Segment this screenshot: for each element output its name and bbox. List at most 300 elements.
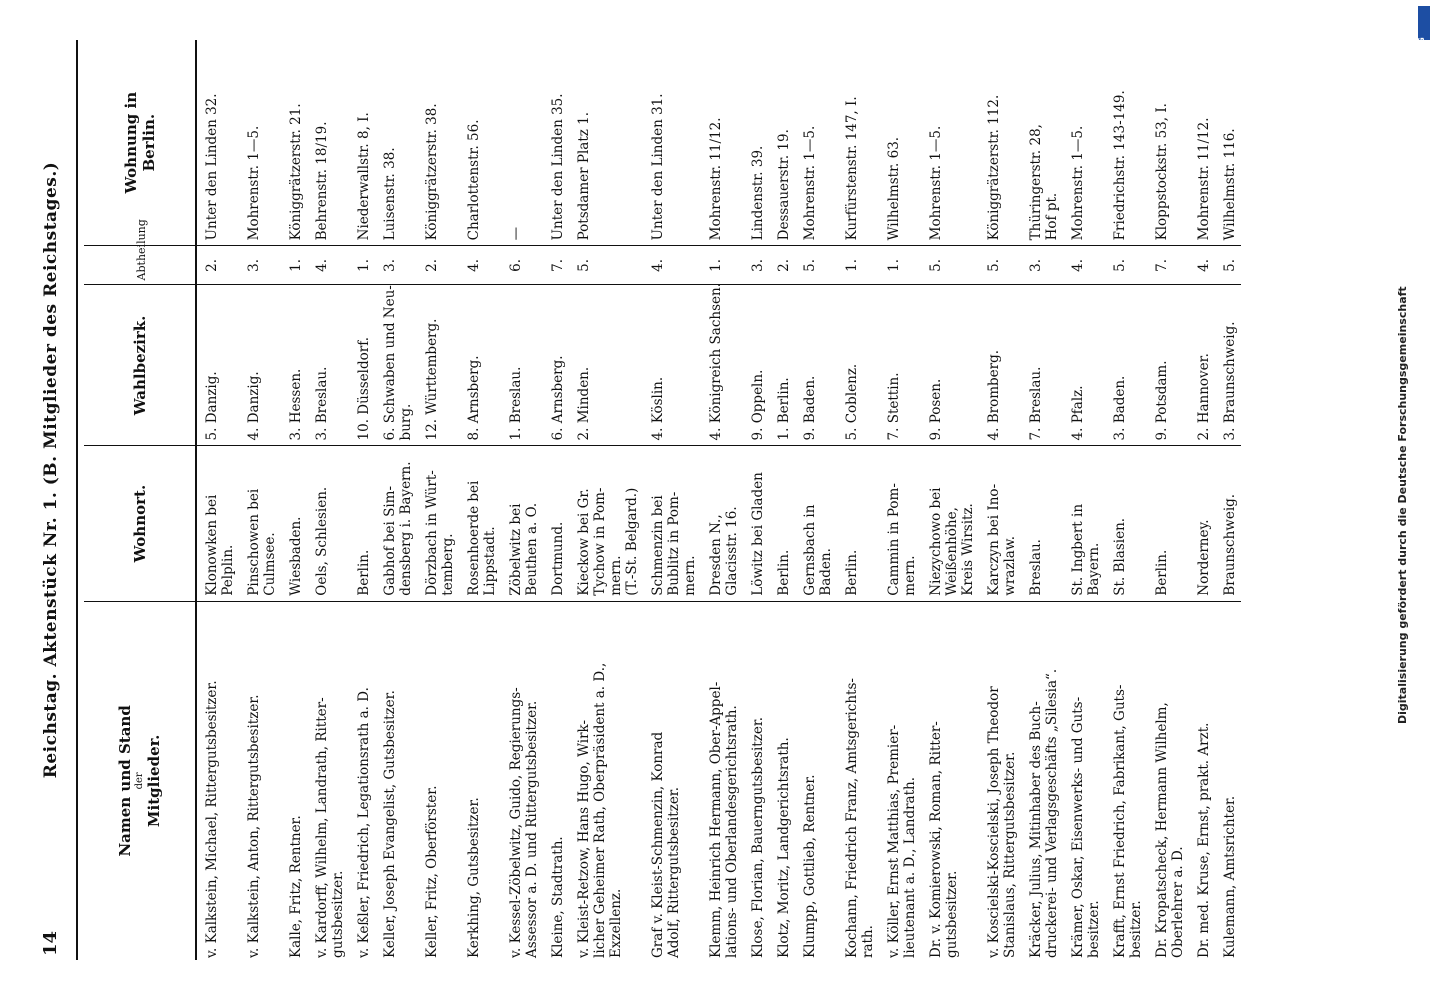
residence-cell-line: Pinschowen bei bbox=[246, 488, 262, 596]
col-header-wohnung-text: Wohnung in bbox=[121, 91, 140, 194]
division-cell bbox=[643, 246, 701, 285]
berlin-address-cell bbox=[459, 40, 501, 246]
berlin-address-cell bbox=[239, 40, 281, 246]
constituency-cell-line: 9. Potsdam. bbox=[1154, 360, 1170, 441]
member-name-cell-line: besitzer. bbox=[1086, 900, 1102, 958]
residence-cell-line: Kieckow bei Gr. bbox=[576, 488, 592, 596]
division-cell-line: 4. bbox=[1070, 258, 1086, 272]
residence-cell bbox=[375, 446, 417, 601]
division-cell bbox=[569, 246, 643, 285]
berlin-address-cell-line: Niederwallstr. 8, I. bbox=[356, 112, 372, 241]
berlin-address-cell-line: Friedrichstr. 143-149. bbox=[1112, 90, 1128, 241]
residence-cell-line: Cammin in Pom- bbox=[886, 483, 902, 596]
residence-cell-line: Berlin. bbox=[1154, 549, 1170, 596]
berlin-address-cell bbox=[417, 40, 459, 246]
berlin-address-cell bbox=[1021, 40, 1063, 246]
constituency-cell bbox=[921, 285, 979, 446]
constituency-cell bbox=[569, 285, 643, 446]
berlin-address-cell bbox=[307, 40, 349, 246]
col-header-ort: Wohnort. bbox=[84, 446, 196, 601]
constituency-cell-line: 4. Bromberg. bbox=[986, 349, 1002, 441]
member-name-cell-line: besitzer. bbox=[1128, 900, 1144, 958]
berlin-address-cell-line: Kloppstockstr. 53, I. bbox=[1154, 103, 1170, 241]
table-row bbox=[196, 40, 239, 960]
residence-cell-line: temberg. bbox=[440, 533, 456, 596]
member-name-cell bbox=[921, 601, 979, 960]
residence-cell bbox=[543, 446, 569, 601]
constituency-cell bbox=[743, 285, 769, 446]
constituency-cell-line: 2. Hannover. bbox=[1196, 353, 1212, 441]
constituency-cell bbox=[879, 285, 921, 446]
table-row bbox=[1063, 40, 1105, 960]
residence-cell-line: Beuthen a. O. bbox=[524, 502, 540, 596]
running-head bbox=[40, 40, 78, 960]
table-row bbox=[501, 40, 543, 960]
division-cell-line: 1. bbox=[288, 258, 304, 272]
member-name-cell bbox=[196, 601, 239, 960]
col-header-name-sub: der bbox=[134, 772, 145, 790]
berlin-address-cell-line: Potsdamer Platz 1. bbox=[576, 111, 592, 241]
table-row bbox=[879, 40, 921, 960]
berlin-address-cell bbox=[569, 40, 643, 246]
member-name-cell-line: gutsbesitzer. bbox=[944, 870, 960, 958]
berlin-address-cell bbox=[543, 40, 569, 246]
member-name-cell-line: Kleine, Stadtrath. bbox=[550, 836, 566, 958]
berlin-address-cell-line: Königgrätzerstr. 21. bbox=[288, 103, 304, 241]
member-name-cell-line: Dr. v. Komierowski, Roman, Ritter- bbox=[928, 721, 944, 958]
residence-cell-line: Rosenhoerde bei bbox=[466, 480, 482, 596]
division-cell bbox=[196, 246, 239, 285]
constituency-cell bbox=[1063, 285, 1105, 446]
division-cell bbox=[1147, 246, 1189, 285]
residence-cell-line: Bublitz in Pom- bbox=[666, 491, 682, 596]
constituency-cell bbox=[307, 285, 349, 446]
division-cell bbox=[979, 246, 1021, 285]
constituency-cell bbox=[459, 285, 501, 446]
berlin-address-cell-line: Hof pt. bbox=[1044, 192, 1060, 241]
constituency-cell-line: 4. Köslin. bbox=[650, 376, 666, 441]
division-cell-line: 5. bbox=[1222, 258, 1238, 272]
member-name-cell-line: Krafft, Ernst Friedrich, Fabrikant, Guts- bbox=[1112, 684, 1128, 958]
member-name-cell bbox=[239, 601, 281, 960]
table-row bbox=[701, 40, 743, 960]
credit-text: Digitalisierung gefördert durch die Deutsche Forschungsgemeinschaft bbox=[1396, 286, 1409, 724]
member-name-cell-line: Keller, Fritz, Oberförster. bbox=[424, 785, 440, 958]
residence-cell bbox=[701, 446, 743, 601]
constituency-cell-line: 5. Coblenz. bbox=[844, 363, 860, 441]
member-name-cell bbox=[879, 601, 921, 960]
berlin-address-cell-line: Königgrätzerstr. 112. bbox=[986, 94, 1002, 241]
division-cell bbox=[743, 246, 769, 285]
member-name-cell bbox=[349, 601, 375, 960]
dfg-logo-text: DFG bbox=[1417, 37, 1426, 56]
col-header-name bbox=[84, 601, 196, 960]
member-name-cell-line: rath. bbox=[860, 925, 876, 958]
residence-cell-line: Karczyn bei Ino- bbox=[986, 483, 1002, 596]
division-cell-line: 4. bbox=[466, 258, 482, 272]
constituency-cell bbox=[349, 285, 375, 446]
constituency-cell bbox=[196, 285, 239, 446]
member-name-cell bbox=[1189, 601, 1215, 960]
berlin-address-cell bbox=[1105, 40, 1147, 246]
member-name-cell-line: Oberlehrer a. D. bbox=[1170, 846, 1186, 958]
division-cell bbox=[1063, 246, 1105, 285]
table-row bbox=[769, 40, 795, 960]
residence-cell-line: Weißenhöhe, bbox=[944, 507, 960, 596]
residence-cell bbox=[307, 446, 349, 601]
division-cell bbox=[1105, 246, 1147, 285]
berlin-address-cell bbox=[375, 40, 417, 246]
berlin-address-cell bbox=[837, 40, 879, 246]
residence-cell-line: Klonowken bei bbox=[204, 494, 220, 596]
constituency-cell-line: 3. Braunschweig. bbox=[1222, 321, 1238, 441]
berlin-address-cell-line: Kurfürstenstr. 147, I. bbox=[844, 96, 860, 241]
constituency-cell bbox=[1105, 285, 1147, 446]
constituency-cell-line: 7. Stettin. bbox=[886, 372, 902, 441]
member-name-cell-line: v. Keßler, Friedrich, Legationsrath a. D. bbox=[356, 687, 372, 958]
constituency-cell bbox=[1215, 285, 1241, 446]
constituency-cell-line: 6. Arnsberg. bbox=[550, 355, 566, 441]
division-cell bbox=[501, 246, 543, 285]
member-name-cell-line: licher Geheimer Rath, Oberpräsident a. D., bbox=[592, 662, 608, 958]
constituency-cell-line: 3. Hessen. bbox=[288, 368, 304, 441]
constituency-cell-line: 9. Oppeln. bbox=[750, 369, 766, 441]
division-cell bbox=[307, 246, 349, 285]
division-cell bbox=[837, 246, 879, 285]
division-cell-line: 3. bbox=[246, 258, 262, 272]
berlin-address-cell-line: Luisenstr. 38. bbox=[382, 147, 398, 241]
residence-cell bbox=[349, 446, 375, 601]
berlin-address-cell bbox=[921, 40, 979, 246]
dfg-logo bbox=[1417, 6, 1430, 56]
division-cell-line: 7. bbox=[1154, 258, 1170, 272]
constituency-cell-line: 4. Königreich Sachsen. bbox=[708, 283, 724, 441]
member-name-cell-line: Kerkhing, Gutsbesitzer. bbox=[466, 797, 482, 958]
division-cell bbox=[459, 246, 501, 285]
member-name-cell bbox=[1147, 601, 1189, 960]
division-cell-line: 2. bbox=[424, 258, 440, 272]
member-name-cell bbox=[417, 601, 459, 960]
page-number: 14 bbox=[40, 930, 61, 956]
berlin-address-cell-line: Mohrenstr. 1—5. bbox=[802, 125, 818, 241]
division-cell-line: 3. bbox=[1028, 258, 1044, 272]
member-name-cell-line: Stanislaus, Rittergutsbesitzer. bbox=[1002, 751, 1018, 958]
berlin-address-cell bbox=[769, 40, 795, 246]
constituency-cell bbox=[795, 285, 837, 446]
berlin-address-cell-line: Mohrenstr. 1—5. bbox=[1070, 125, 1086, 241]
member-name-cell bbox=[701, 601, 743, 960]
division-cell bbox=[1021, 246, 1063, 285]
member-name-cell-line: v. Koscielski-Koscielski, Joseph Theodor bbox=[986, 686, 1002, 958]
table-header-row bbox=[84, 40, 196, 960]
constituency-cell bbox=[979, 285, 1021, 446]
residence-cell-line: Gabhof bei Sim- bbox=[382, 485, 398, 596]
division-cell-line: 2. bbox=[776, 258, 792, 272]
division-cell-line: 5. bbox=[986, 258, 1002, 272]
berlin-address-cell bbox=[795, 40, 837, 246]
berlin-address-cell-line: Unter den Linden 31. bbox=[650, 93, 666, 241]
residence-cell-line: Niezychowo bei bbox=[928, 487, 944, 596]
table-row bbox=[743, 40, 769, 960]
member-name-cell-line: Graf v. Kleist-Schmenzin, Konrad bbox=[650, 731, 666, 958]
residence-cell bbox=[196, 446, 239, 601]
member-name-cell-line: Adolf, Rittergutsbesitzer. bbox=[666, 786, 682, 958]
rotated-page-content bbox=[40, 40, 1380, 960]
berlin-address-cell bbox=[1189, 40, 1215, 246]
division-cell-line: 3. bbox=[382, 258, 398, 272]
col-header-abteilung-text: Abtheilung bbox=[134, 219, 148, 281]
constituency-cell-line: 1. Breslau. bbox=[508, 366, 524, 441]
berlin-address-cell-line: Thüringerstr. 28, bbox=[1028, 124, 1044, 241]
col-header-name-text: Namen und Stand bbox=[116, 705, 134, 857]
residence-cell-line: St. Ingbert in bbox=[1070, 503, 1086, 596]
residence-cell-line: Oels, Schlesien. bbox=[314, 486, 330, 596]
division-cell bbox=[769, 246, 795, 285]
table-row bbox=[375, 40, 417, 960]
table-row bbox=[281, 40, 307, 960]
residence-cell bbox=[979, 446, 1021, 601]
table-row bbox=[921, 40, 979, 960]
member-name-cell bbox=[795, 601, 837, 960]
member-name-cell bbox=[1021, 601, 1063, 960]
residence-cell bbox=[501, 446, 543, 601]
residence-cell-line: Norderney. bbox=[1196, 519, 1212, 596]
constituency-cell bbox=[769, 285, 795, 446]
division-cell-line: 1. bbox=[844, 258, 860, 272]
constituency-cell-line: 8. Arnsberg. bbox=[466, 355, 482, 441]
berlin-address-cell bbox=[349, 40, 375, 246]
berlin-address-cell bbox=[1215, 40, 1241, 246]
member-name-cell-line: v. Kardorff, Wilhelm, Landrath, Ritter- bbox=[314, 697, 330, 958]
table-row bbox=[1189, 40, 1215, 960]
constituency-cell-line: 9. Posen. bbox=[928, 378, 944, 441]
table-row bbox=[1105, 40, 1147, 960]
residence-cell bbox=[569, 446, 643, 601]
constituency-cell-line: 4. Pfalz. bbox=[1070, 385, 1086, 441]
residence-cell-line: Schmenzin bei bbox=[650, 495, 666, 596]
table-row bbox=[417, 40, 459, 960]
division-cell-line: 5. bbox=[802, 258, 818, 272]
residence-cell-line: Braunschweig. bbox=[1222, 493, 1238, 596]
division-cell-line: 7. bbox=[550, 258, 566, 272]
constituency-cell bbox=[281, 285, 307, 446]
berlin-address-cell bbox=[643, 40, 701, 246]
member-name-cell bbox=[837, 601, 879, 960]
constituency-cell-line: 9. Baden. bbox=[802, 375, 818, 441]
residence-cell-line: Wiesbaden. bbox=[288, 516, 304, 596]
division-cell-line: 4. bbox=[650, 258, 666, 272]
residence-cell-line: Pelplin. bbox=[220, 544, 236, 596]
constituency-cell-line: 3. Baden. bbox=[1112, 375, 1128, 441]
member-name-cell-line: Kulemann, Amtsrichter. bbox=[1222, 795, 1238, 958]
residence-cell-line: Löwitz bei Gladen bbox=[750, 472, 766, 596]
member-name-cell-line: v. Kleist-Retzow, Hans Hugo, Wirk- bbox=[576, 719, 592, 958]
berlin-address-cell bbox=[1147, 40, 1189, 246]
residence-cell-line: wrazlaw. bbox=[1002, 535, 1018, 596]
member-name-cell bbox=[1215, 601, 1241, 960]
berlin-address-cell-line: Mohrenstr. 11/12. bbox=[1196, 117, 1212, 241]
constituency-cell bbox=[375, 285, 417, 446]
division-cell bbox=[1215, 246, 1241, 285]
residence-cell bbox=[921, 446, 979, 601]
residence-cell bbox=[1215, 446, 1241, 601]
division-cell bbox=[795, 246, 837, 285]
berlin-address-cell bbox=[979, 40, 1021, 246]
residence-cell bbox=[281, 446, 307, 601]
division-cell bbox=[417, 246, 459, 285]
residence-cell-line: Breslau. bbox=[1028, 539, 1044, 596]
residence-cell bbox=[769, 446, 795, 601]
berlin-address-cell-line: Dessauerstr. 19. bbox=[776, 129, 792, 241]
residence-cell-line: Culmsee. bbox=[262, 532, 278, 596]
member-name-cell bbox=[979, 601, 1021, 960]
residence-cell bbox=[239, 446, 281, 601]
constituency-cell bbox=[643, 285, 701, 446]
member-name-cell-line: Krämer, Oskar, Eisenwerks- und Guts- bbox=[1070, 696, 1086, 958]
member-name-cell-line: v. Köller, Ernst Matthias, Premier- bbox=[886, 724, 902, 958]
division-cell-line: 4. bbox=[1196, 258, 1212, 272]
member-name-cell bbox=[281, 601, 307, 960]
residence-cell bbox=[1021, 446, 1063, 601]
division-cell-line: 2. bbox=[204, 258, 220, 272]
residence-cell-line: Lippstadt. bbox=[482, 526, 498, 596]
residence-cell bbox=[643, 446, 701, 601]
constituency-cell-line: 4. Danzig. bbox=[246, 371, 262, 441]
berlin-address-cell-line: Wilhelmstr. 116. bbox=[1222, 128, 1238, 241]
table-row bbox=[643, 40, 701, 960]
residence-cell-line: Dresden N., bbox=[708, 514, 724, 596]
residence-cell bbox=[1147, 446, 1189, 601]
berlin-address-cell-line: Unter den Linden 32. bbox=[204, 93, 220, 241]
division-cell bbox=[701, 246, 743, 285]
constituency-cell-line: 1. Berlin. bbox=[776, 377, 792, 441]
residence-cell bbox=[837, 446, 879, 601]
member-name-cell-line: Assessor a. D. und Rittergutsbesitzer. bbox=[524, 700, 540, 958]
constituency-cell-line: 10. Düsseldorf. bbox=[356, 336, 372, 441]
division-cell bbox=[239, 246, 281, 285]
berlin-address-cell-line: — bbox=[508, 226, 524, 241]
residence-cell-line: mern. bbox=[902, 555, 918, 596]
digitization-credit bbox=[1392, 4, 1414, 996]
residence-cell-line: Berlin. bbox=[844, 549, 860, 596]
division-cell bbox=[281, 246, 307, 285]
residence-cell-line: Bayern. bbox=[1086, 542, 1102, 596]
constituency-cell bbox=[701, 285, 743, 446]
member-name-cell bbox=[1063, 601, 1105, 960]
member-name-cell-line: Kräcker, Julius, Mitinhaber des Buch- bbox=[1028, 701, 1044, 958]
table-row bbox=[1021, 40, 1063, 960]
member-name-cell-line: Kochann, Friedrich Franz, Amtsgerichts- bbox=[844, 678, 860, 958]
berlin-address-cell bbox=[281, 40, 307, 246]
division-cell-line: 4. bbox=[314, 258, 330, 272]
table-row bbox=[543, 40, 569, 960]
constituency-cell bbox=[417, 285, 459, 446]
division-cell bbox=[349, 246, 375, 285]
constituency-cell bbox=[1147, 285, 1189, 446]
member-name-cell bbox=[543, 601, 569, 960]
member-name-cell bbox=[307, 601, 349, 960]
division-cell-line: 6. bbox=[508, 258, 524, 272]
member-name-cell bbox=[569, 601, 643, 960]
division-cell-line: 5. bbox=[928, 258, 944, 272]
residence-cell-line: Berlin. bbox=[356, 549, 372, 596]
table-row bbox=[1147, 40, 1189, 960]
table-row bbox=[239, 40, 281, 960]
residence-cell bbox=[1105, 446, 1147, 601]
member-name-cell-line: v. Kalkstein, Anton, Rittergutsbesitzer. bbox=[246, 694, 262, 958]
constituency-cell bbox=[837, 285, 879, 446]
residence-cell bbox=[1063, 446, 1105, 601]
member-name-cell-line: druckerei- und Verlagsgeschäfts „Silesia“. bbox=[1044, 668, 1060, 958]
residence-cell-line: Gernsbach in bbox=[802, 504, 818, 596]
residence-cell-line: St. Blasien. bbox=[1112, 517, 1128, 596]
residence-cell-line: densberg i. Bayern. bbox=[398, 461, 414, 596]
member-name-cell-line: Dr. Kropatscheck, Hermann Wilhelm, bbox=[1154, 702, 1170, 958]
berlin-address-cell bbox=[501, 40, 543, 246]
residence-cell-line: mern. bbox=[682, 555, 698, 596]
residence-cell bbox=[459, 446, 501, 601]
division-cell bbox=[879, 246, 921, 285]
residence-cell bbox=[743, 446, 769, 601]
berlin-address-cell-line: Mohrenstr. 11/12. bbox=[708, 117, 724, 241]
member-name-cell-line: Klumpp, Gottlieb, Rentner. bbox=[802, 774, 818, 958]
constituency-cell-line: burg. bbox=[398, 403, 414, 441]
member-name-cell bbox=[643, 601, 701, 960]
member-name-cell-line: lieutenant a. D., Landrath. bbox=[902, 777, 918, 958]
division-cell bbox=[1189, 246, 1215, 285]
member-name-cell-line: Kalle, Fritz, Rentner. bbox=[288, 815, 304, 958]
residence-cell-line: Baden. bbox=[818, 548, 834, 596]
constituency-cell-line: 7. Breslau. bbox=[1028, 366, 1044, 441]
table-row bbox=[795, 40, 837, 960]
division-cell-line: 5. bbox=[576, 258, 592, 272]
division-cell-line: 1. bbox=[886, 258, 902, 272]
col-header-abteilung bbox=[84, 219, 196, 285]
col-header-wohnung-text2: Berlin. bbox=[139, 113, 158, 172]
member-name-cell-line: Klose, Florian, Bauerngutsbesitzer. bbox=[750, 716, 766, 958]
member-name-cell bbox=[769, 601, 795, 960]
berlin-address-cell-line: Behrenstr. 18/19. bbox=[314, 121, 330, 241]
member-name-cell-line: lations- und Oberlandesgerichtsrath. bbox=[724, 705, 740, 958]
table-row bbox=[1215, 40, 1241, 960]
table-row bbox=[569, 40, 643, 960]
table-row bbox=[979, 40, 1021, 960]
member-name-cell-line: Exzellenz. bbox=[608, 888, 624, 958]
member-name-cell-line: v. Kalkstein, Michael, Rittergutsbesitzer. bbox=[204, 680, 220, 958]
member-name-cell bbox=[743, 601, 769, 960]
division-cell-line: 3. bbox=[750, 258, 766, 272]
table-row bbox=[307, 40, 349, 960]
member-name-cell-line: Keller, Joseph Evangelist, Gutsbesitzer. bbox=[382, 690, 398, 958]
residence-cell-line: Dortmund. bbox=[550, 521, 566, 596]
division-cell bbox=[375, 246, 417, 285]
residence-cell-line: (T.-St. Belgard.) bbox=[624, 487, 640, 596]
division-cell bbox=[543, 246, 569, 285]
member-name-cell bbox=[501, 601, 543, 960]
col-header-wohnung bbox=[84, 40, 196, 246]
residence-cell bbox=[795, 446, 837, 601]
table-row bbox=[349, 40, 375, 960]
berlin-address-cell-line: Wilhelmstr. 63. bbox=[886, 136, 902, 241]
residence-cell-line: Tychow in Pom- bbox=[592, 487, 608, 596]
constituency-cell bbox=[1189, 285, 1215, 446]
division-cell-line: 1. bbox=[708, 258, 724, 272]
berlin-address-cell-line: Unter den Linden 35. bbox=[550, 93, 566, 241]
member-name-cell-line: Dr. med. Kruse, Ernst, prakt. Arzt. bbox=[1196, 722, 1212, 958]
col-header-name-sub2: Mitglieder. bbox=[145, 734, 163, 828]
residence-cell-line: Dörzbach in Würt- bbox=[424, 470, 440, 596]
constituency-cell-line: 5. Danzig. bbox=[204, 371, 220, 441]
